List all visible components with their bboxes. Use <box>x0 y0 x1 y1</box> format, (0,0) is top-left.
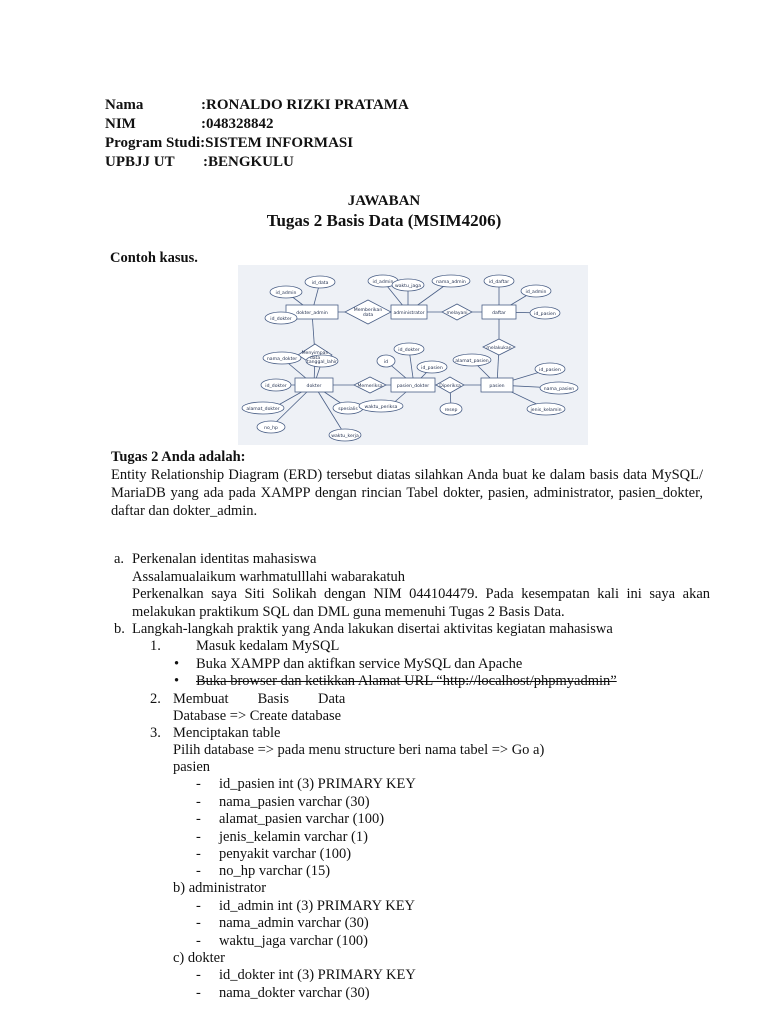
bullet: • <box>174 673 180 689</box>
dash: - <box>196 863 201 879</box>
nim-value: :048328842 <box>201 116 274 132</box>
svg-text:id_dokter: id_dokter <box>270 317 292 322</box>
erd-diagram <box>238 265 588 445</box>
dash: - <box>196 794 201 810</box>
svg-text:dokter_admin: dokter_admin <box>296 311 328 316</box>
step2-number: 2. <box>150 691 161 707</box>
svg-text:data: data <box>362 313 374 318</box>
step2-detail: Database => Create database <box>173 708 342 724</box>
table-admin-label: b) administrator <box>173 880 267 896</box>
svg-text:alamat_pasien: alamat_pasien <box>455 359 489 364</box>
field-item: id_dokter int (3) PRIMARY KEY <box>219 967 416 983</box>
field-item: penyakit varchar (100) <box>219 846 352 862</box>
prodi-value: :SISTEM INFORMASI <box>200 135 354 151</box>
svg-text:waktu_periksa: waktu_periksa <box>364 405 398 410</box>
field-item: alamat_pasien varchar (100) <box>219 811 385 827</box>
svg-text:waktu_kerja: waktu_kerja <box>331 434 359 439</box>
svg-text:jenis_kelamin: jenis_kelamin <box>530 408 562 413</box>
section-a-title: Perkenalan identitas mahasiswa <box>132 551 317 567</box>
svg-text:nama_dokter: nama_dokter <box>266 357 298 362</box>
svg-text:Menyimpan: Menyimpan <box>301 351 329 356</box>
svg-text:daftar: daftar <box>492 311 506 316</box>
svg-text:spesialis: spesialis <box>338 407 358 412</box>
nim-label: NIM <box>105 116 136 132</box>
svg-text:pasien_dokter: pasien_dokter <box>396 384 430 389</box>
step2-title: Membuat Basis Data <box>173 691 346 707</box>
dash: - <box>196 776 201 792</box>
svg-text:id_pasien: id_pasien <box>421 366 443 371</box>
svg-text:id_admin: id_admin <box>525 290 547 295</box>
svg-text:no_hp: no_hp <box>264 426 278 431</box>
svg-text:administrator: administrator <box>393 311 425 316</box>
bullet: • <box>174 656 180 672</box>
field-item: nama_pasien varchar (30) <box>219 794 370 810</box>
section-a-marker: a. <box>114 551 125 567</box>
svg-text:nama_pasien: nama_pasien <box>543 387 575 392</box>
dash: - <box>196 933 201 949</box>
greeting: Assalamualaikum warhmatulllahi wabarakatuh <box>132 569 405 585</box>
svg-text:data: data <box>309 356 321 361</box>
svg-text:Memberikan: Memberikan <box>353 308 383 313</box>
svg-text:resep: resep <box>444 408 458 413</box>
task-heading: Tugas 2 Anda adalah: <box>111 449 246 465</box>
section-b-title: Langkah-langkah praktik yang Anda lakukan disertai aktivitas kegiatan mahasiswa <box>132 621 613 637</box>
jawaban-heading: JAWABAN <box>347 193 421 209</box>
svg-text:dokter: dokter <box>306 384 322 389</box>
dash: - <box>196 829 201 845</box>
step1-title: Masuk kedalam MySQL <box>196 638 340 654</box>
step1-bullet2: Buka browser dan ketikkan Alamat URL “http://localhost/phpmyadmin” <box>196 673 617 689</box>
prodi-line <box>105 134 353 152</box>
erd-svg <box>238 265 588 445</box>
svg-text:id_pasien: id_pasien <box>534 312 556 317</box>
field-item: no_hp varchar (15) <box>219 863 331 879</box>
svg-text:id_admin: id_admin <box>275 291 297 296</box>
dash: - <box>196 898 201 914</box>
name-label: Nama <box>105 97 144 113</box>
step3-number: 3. <box>150 725 161 741</box>
dash: - <box>196 985 201 1001</box>
svg-text:id_daftar: id_daftar <box>488 280 510 285</box>
svg-text:alamat_dokter: alamat_dokter <box>246 407 280 412</box>
step3-title: Menciptakan table <box>173 725 281 741</box>
section-b-marker: b. <box>114 621 125 637</box>
name-value: :RONALDO RIZKI PRATAMA <box>201 97 409 113</box>
field-item: id_admin int (3) PRIMARY KEY <box>219 898 416 914</box>
svg-text:Diperiksa: Diperiksa <box>439 384 461 389</box>
svg-text:id_dokter: id_dokter <box>398 348 420 353</box>
svg-text:id_data: id_data <box>311 281 329 286</box>
field-item: id_pasien int (3) PRIMARY KEY <box>219 776 416 792</box>
field-item: nama_dokter varchar (30) <box>219 985 370 1001</box>
svg-text:id_pasien: id_pasien <box>539 368 561 373</box>
svg-text:Memeriksa: Memeriksa <box>357 384 383 389</box>
svg-text:id: id <box>383 360 389 365</box>
svg-text:tanggal_lahir: tanggal_lahir <box>307 360 337 365</box>
svg-text:nama_admin: nama_admin <box>436 280 466 285</box>
contoh-kasus-label: Contoh kasus. <box>110 250 198 266</box>
svg-text:id_admin: id_admin <box>372 280 394 285</box>
document-title: Tugas 2 Basis Data (MSIM4206) <box>266 211 502 230</box>
dash: - <box>196 915 201 931</box>
step3-detail: Pilih database => pada menu structure beri nama tabel => Go a) <box>173 742 545 758</box>
field-item: nama_admin varchar (30) <box>219 915 369 931</box>
dash: - <box>196 811 201 827</box>
svg-text:melayani: melayani <box>446 311 468 316</box>
field-item: jenis_kelamin varchar (1) <box>219 829 368 845</box>
prodi-label: Program Studi <box>105 135 201 151</box>
step1-bullet1: Buka XAMPP dan aktifkan service MySQL dan Apache <box>196 656 523 672</box>
svg-text:waktu_jaga: waktu_jaga <box>394 284 422 289</box>
task-text: Entity Relationship Diagram (ERD) tersebut diatas silahkan Anda buat ke dalam basis data MySQL/ MariaDB yang ada pada XAMPP dengan rincian Tabel dokter, pasien, administrator, pasien_dokter, daftar dan dokter_admin. <box>111 467 703 519</box>
upbjj-label: UPBJJ UT <box>105 154 175 170</box>
step1-number: 1. <box>150 638 161 654</box>
intro-text: Perkenalkan saya Siti Solikah dengan NIM 044104479. Pada kesempatan kali ini saya akan melakukan praktikum SQL dan DML guna memenuhi Tugas 2 Basis Data. <box>132 586 710 620</box>
upbjj-value: :BENGKULU <box>203 154 294 170</box>
table-dokter-label: c) dokter <box>173 950 225 966</box>
field-item: waktu_jaga varchar (100) <box>219 933 368 949</box>
dash: - <box>196 967 201 983</box>
svg-text:pasien: pasien <box>489 384 505 389</box>
table-pasien-label: pasien <box>173 759 211 775</box>
svg-text:melakukan: melakukan <box>486 346 512 351</box>
dash: - <box>196 846 201 862</box>
svg-text:id_dokter: id_dokter <box>265 384 287 389</box>
